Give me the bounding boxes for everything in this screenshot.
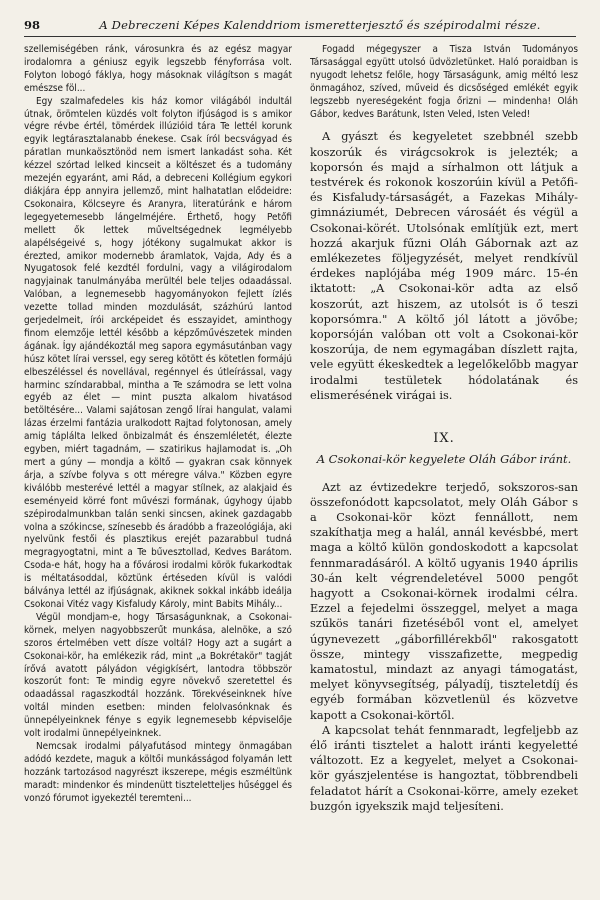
- left-paragraph-3: Végül mondjam-e, hogy Társaságunknak, a Csokonai-körnek, melyen nagyobbszerűt munkása, alelnöke, a szó szoros értelmében vett dísze voltál? Hogy azt a sugárt a Csokonai-kör, ha emlékezik rád, mint „a Bokrétakör" tagját írővá avatott pályádon végigkísért, lantodra többször koszorút font: Te mindig egyre növekvő szeretettel és odaadással ragaszkodtál hozzánk. Törekvéseinknek híve voltál minden esetben: minden felolvasónknak és ünnepélyeinknek fénye s egyik legnemesebb képviselője volt irodalmi ünnepélyeinknek.: [24, 611, 292, 740]
- chapter-paragraph-1: Azt az évtizedekre terjedő, sokszoros-san összefonódott kapcsolatot, mely Oláh Gábor s a Csokonai-kör közt fennállott, nem szakíthatja meg a halál, annál kevésbbé, mert maga a költő külön gondoskodott a kapcsolat fennmaradásáról. A költő ugyanis 1940 április 30-án kelt végrendeletével 5000 pengőt hagyott a Csokonai-körnek irodalmi célra. Ezzel a fejedelmi összeggel, melyet a maga szűkös tanári fizetéséből vont el, amelyet úgynevezett „gáborfillérekből" rakosgatott össze, mintegy visszafizette, megpedig kamatostul, mindazt az anyagi támogatást, melyet könyvsegítség, pályadíj, tiszteletdíj és egyéb formában közvetlenül és közvetve kapott a Csokonai-körtől.: [310, 480, 578, 722]
- left-paragraph-4: Nemcsak irodalmi pályafutásod mintegy önmagában adódó kezdete, maguk a költői munkásságod folyamán lett hozzánk tartozásod nagyrészt ikszerepe, mégis eszméltünk maradt: mindenkor és mindenütt tiszteletteljes hűséggel és vonzó fórumot igyekeztél teremteni...: [24, 740, 292, 804]
- right-column: [310, 44, 578, 884]
- page-number: 98: [24, 18, 41, 32]
- left-column: [24, 44, 292, 884]
- right-paragraph-1: A gyászt és kegyeletet szebbnél szebb koszorúk és virágcsokrok is jelezték; a koporsón és majd a sírhalmon ott látjuk a testvérek és rokonok koszorúin kívül a Petőfi- és Kisfaludy-társaságét, a Fazekas Mihály-gimnáziumét, Debrecen városáét és végül a Csokonai-körét. Utolsónak említjük ezt, mert hozzá akarjuk fűzni Oláh Gábornak azt az emlékezetes följegyzését, melyet rendkívül érdekes naplójába még 1909 márc. 15-én iktatott: „A Csokonai-kör adta az első koszorút, azt hiszem, az utolsót is ő teszi koporsómra." A költő jól látott a jövőbe; koporsóján valóban ott volt a Csokonai-kör koszorúja, de nem egymagában díszlett rajta, vele együtt ékeskedtek a legelőkelőbb magyar irodalmi testületek hódolatának és elismerésének virágai is.: [310, 130, 578, 402]
- chapter-number: IX.: [433, 431, 455, 447]
- left-paragraph-2: Egy szalmafedeles kis ház komor világából indultál útnak, örömtelen küzdés volt folyton ifjúságod is s amikor végre révbe értél, tömérdek illúzióid tára Te lettél korunk egyik legtárasztalanabb énekese. Csak íról becsvágyad és páratlan munkaösztönöd nem ismert lankadást soha. Két kézzel szórtad lelked kincseit a költészet és a tudomány mezején egyaránt, ami Rád, a debreceni Kollégium egykori diákjára épp annyira jellemző, mint halhatatlan elődeidre: Csokonaira, Kölcseyre és Aranyra, literatúránk e három legegyetemesebb lángelméjére. Érthető, hogy Petőfi mellett ők lettek műveltségednek legmélyebb alapélségeivé s, hogy jótékony sugalmukat akkor is érezted, amikor modernebb áramlatok, Vajda, Ady és a Nyugatosok felé kezdtél fordulni, vagy a világirodalom nagyjainak tanulmányába merültél bele teljes odaadással. Valóban, a legnemesebb hagyományokon fejlett ízlés vezette tollad minden mozdulását, százhúrú lantod gerjedelmeit, írói arcképeidet és esszayidet, aminthogy finom elemzője lettél később a képzőművészetek minden ágának. Így ajándékoztál meg sapora egymásutánban vagy húsz kötet lírai verssel, egy sereg kötött és kötetlen formájú elbeszéléssel és novellával, regénnyel és útleírással, vagy harminc színdarabbal, mintha a Te számodra se lett volna egyéb az élet — mint puszta alkalom hivatásod betöltésére... Valami sajátosan zengő lírai hangulat, valami lázas érzelmi fantázia uralkodott Rajtad folytonosan, amely amig táplálta lelked önbizalmát és énszemléletét, élezte egyben, miért tagadnám, — szatirikus hajlamodat is. „Oh mert a gúny — mondja a költő — gyakran csak könnyek árja, a szívbe folyva s ott méregre válva." Közben egyre kiválóbb mesterévé lettél a magyar stílnek, az alakjaid és eseményeid körré font művészi formának, úgyhogy újabb szépirodalmunkban talán senki sincsen, akinek gazdagabb volna a szókincse, színesebb és áradóbb a frazeológiája, aki nyelvünk festői és plasztikus erejét pazarabbul tudná megragyogtatni, mint a Te bűvesztollad, Kedves Barátom. Csoda-e hát, hogy ha a fővárosi irodalmi körök fukarkodtak is méltatásoddal, köztünk értéseden kívül is valódi bálványa lettél az ifjúságnak, akiknek sokkal inkább ideálja Csokonai Vitéz vagy Kisfaludy Károly, mint Babits Mihály...: [24, 95, 292, 610]
- chapter-paragraph-2: A kapcsolat tehát fennmaradt, legfeljebb az élő iránti tisztelet a halott iránti kegyeletté változott. Ez a kegyelet, melyet a Csokonai-kör gyászjelentése is hangoztat, többrendbeli feladatot hárít a Csokonai-körre, amely ezeket buzgón igyekszik majd teljesíteni.: [310, 723, 578, 813]
- right-lead-paragraph: Fogadd mégegyszer a Tisza István Tudományos Társasággal együtt utolsó üdvözletünket. Haló poraidban is nyugodt lehetsz felőle, hogy Társaságunk, amig méltó lesz önmagához, szíved, műveid és dicsőséged emlékét egyik legszebb nyereségeként fogja őrizni — mindenha! Oláh Gábor, kedves Barátunk, Isten Veled, Isten Veled!: [310, 44, 578, 120]
- running-title: A Debreczeni Képes Kalenddriom ismeretterjesztő és szépirodalmi része.: [99, 18, 541, 32]
- running-header: [24, 18, 576, 37]
- chapter-title: A Csokonai-kör kegyelete Oláh Gábor iránt.: [316, 452, 572, 467]
- left-paragraph-1: szellemiségében ránk, városunkra és az egész magyar irodalomra a géniusz egyik legszebb fényforrása volt. Folyton lobogó fáklya, hogy másoknak világítson s magát emészse föl...: [24, 44, 292, 94]
